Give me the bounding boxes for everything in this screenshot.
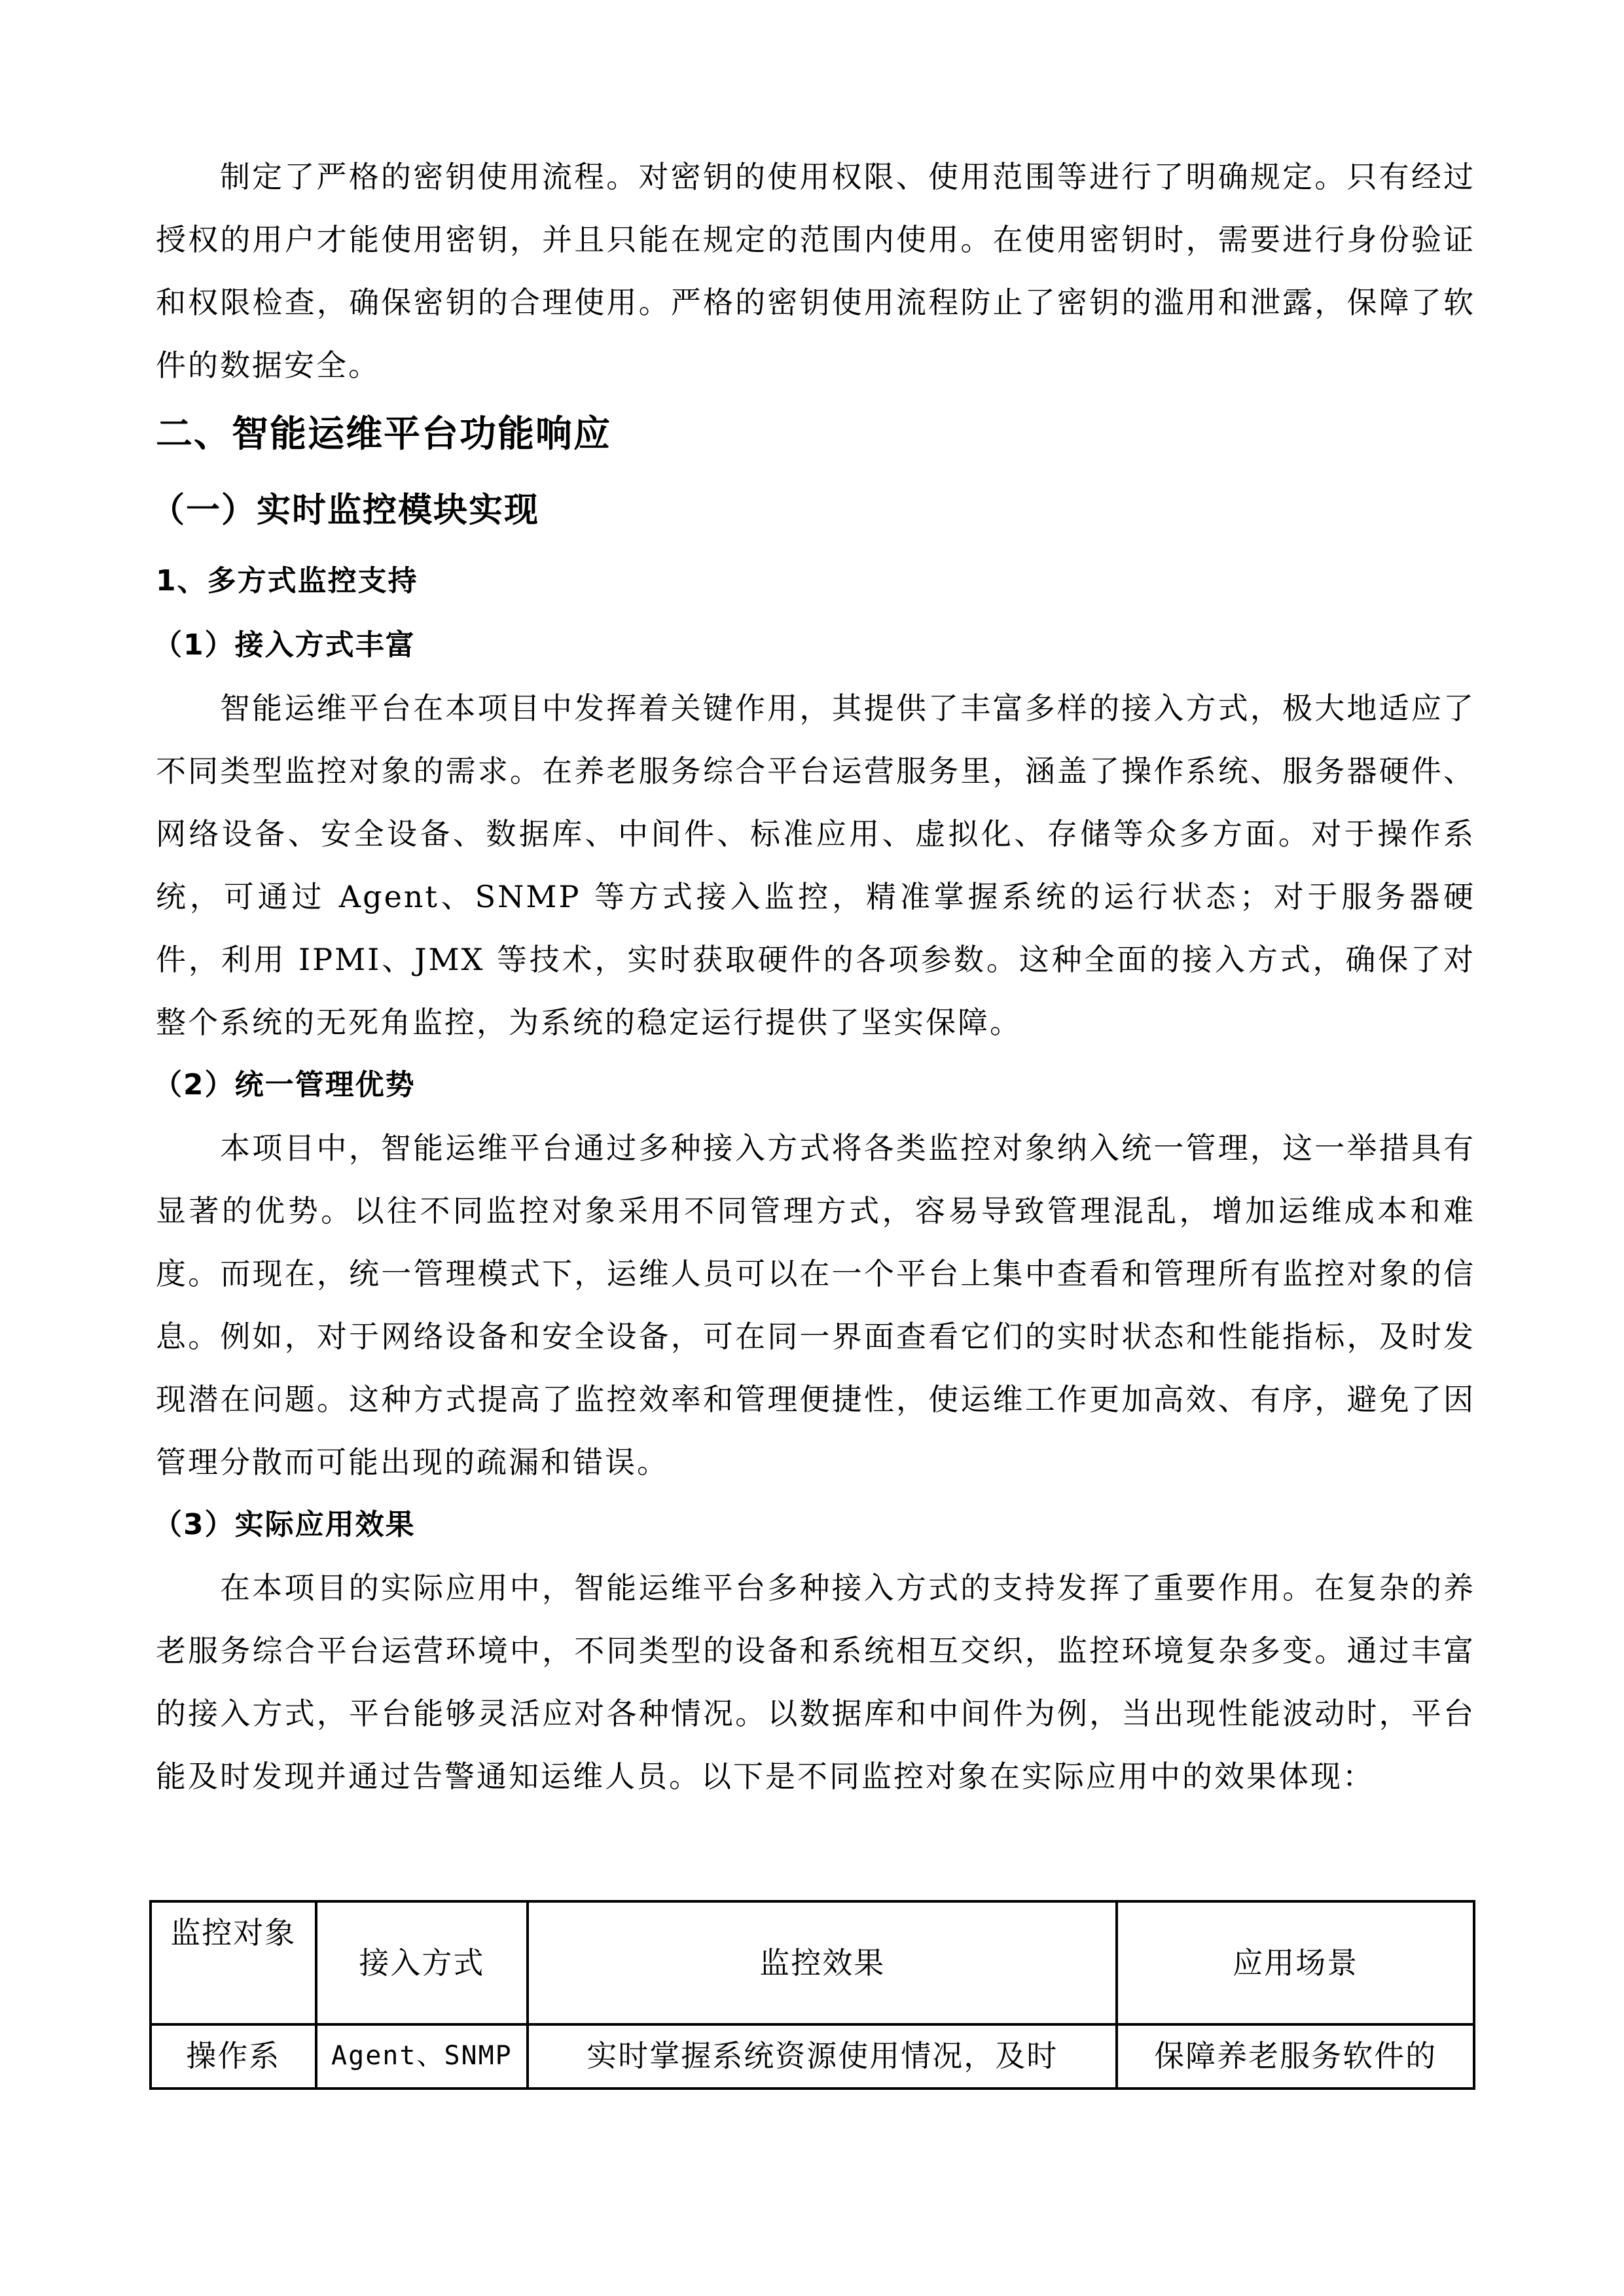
table-header-row <box>151 1901 1474 2024</box>
table-cell: 操作系 <box>151 2024 316 2089</box>
table-row <box>151 2024 1474 2089</box>
table-cell: Agent、SNMP <box>316 2024 528 2089</box>
table-header-cell: 监控效果 <box>528 1901 1117 2024</box>
subsection-heading: （一）实时监控模块实现 <box>151 491 540 530</box>
table-cell: 实时掌握系统资源使用情况，及时 <box>528 2024 1117 2089</box>
table-header-cell: 接入方式 <box>316 1901 528 2024</box>
subsection-3-paragraph: 在本项目的实际应用中，智能运维平台多种接入方式的支持发挥了重要作用。在复杂的养老服务综合平台运营环境中，不同类型的设备和系统相互交织，监控环境复杂多变。通过丰富的接入方式，平台能够灵活应对各种情况。以数据库和中间件为例，当出现性能波动时，平台能及时发现并通过告警通知运维人员。以下是不同监控对象在实际应用中的效果体现： <box>156 1570 1475 1794</box>
section-heading: 二、智能运维平台功能响应 <box>156 413 611 456</box>
item-heading: 1、多方式监控支持 <box>156 564 418 598</box>
table-cell: 保障养老服务软件的 <box>1117 2024 1474 2089</box>
table-header-cell: 监控对象 <box>151 1901 316 2024</box>
subsection-1-heading: （1）接入方式丰富 <box>153 628 416 662</box>
document-page <box>151 145 1475 1808</box>
subsection-3-heading: （3）实际应用效果 <box>153 1508 416 1541</box>
subsection-1-paragraph: 智能运维平台在本项目中发挥着关键作用，其提供了丰富多样的接入方式，极大地适应了不同类型监控对象的需求。在养老服务综合平台运营服务里，涵盖了操作系统、服务器硬件、网络设备、安全设备、数据库、中间件、标准应用、虚拟化、存储等众多方面。对于操作系统，可通过 Agent、SNMP 等方式接入监控，精准掌握系统的运行状态；对于服务器硬件，利用 IPMI、JMX 等技术，实时获取硬件的各项参数。这种全面的接入方式，确保了对整个系统的无死角监控，为系统的稳定运行提供了坚实保障。 <box>156 691 1475 1040</box>
monitoring-effect-table <box>149 1900 1475 2090</box>
table-header-cell: 应用场景 <box>1117 1901 1474 2024</box>
subsection-2-paragraph: 本项目中，智能运维平台通过多种接入方式将各类监控对象纳入统一管理，这一举措具有显著的优势。以往不同监控对象采用不同管理方式，容易导致管理混乱，增加运维成本和难度。而现在，统一管理模式下，运维人员可以在一个平台上集中查看和管理所有监控对象的信息。例如，对于网络设备和安全设备，可在同一界面查看它们的实时状态和性能指标，及时发现潜在问题。这种方式提高了监控效率和管理便捷性，使运维工作更加高效、有序，避免了因管理分散而可能出现的疏漏和错误。 <box>156 1130 1475 1480</box>
intro-paragraph: 制定了严格的密钥使用流程。对密钥的使用权限、使用范围等进行了明确规定。只有经过授权的用户才能使用密钥，并且只能在规定的范围内使用。在使用密钥时，需要进行身份验证和权限检查，确保密钥的合理使用。严格的密钥使用流程防止了密钥的滥用和泄露，保障了软件的数据安全。 <box>156 159 1475 383</box>
subsection-2-heading: （2）统一管理优势 <box>153 1068 416 1102</box>
